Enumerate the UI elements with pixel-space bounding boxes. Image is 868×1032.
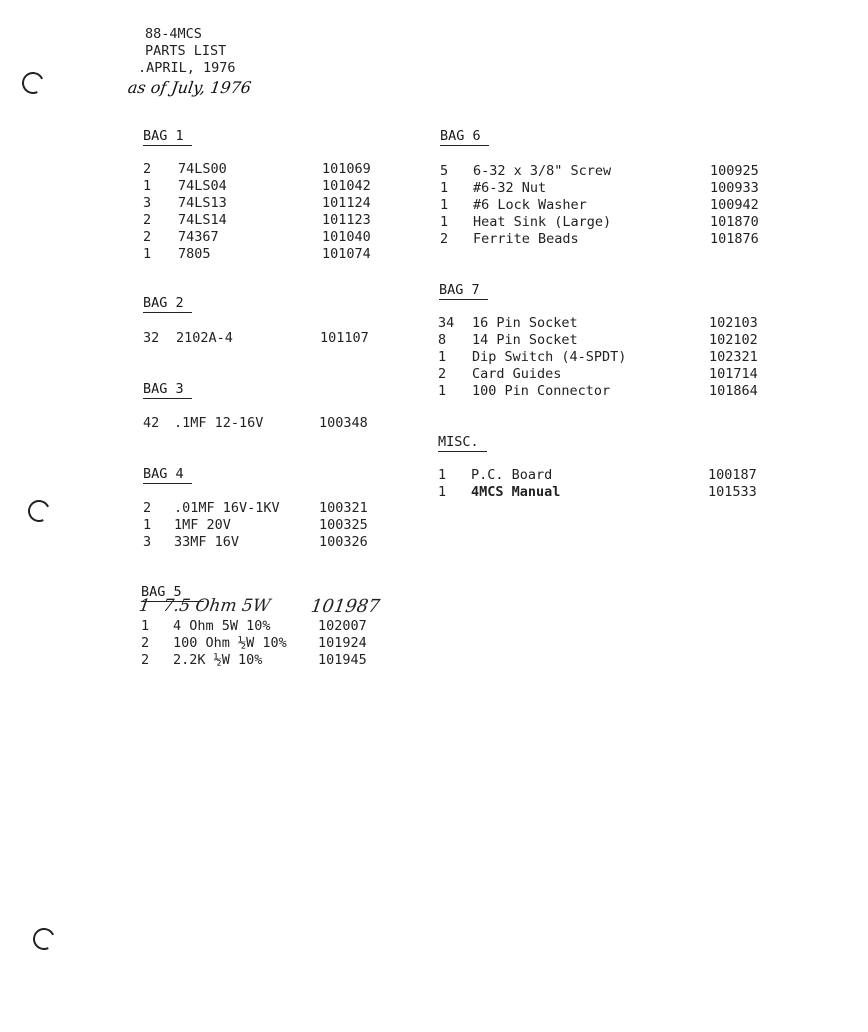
item-description: 100 Pin Connector: [472, 383, 611, 399]
binder-hole-bottom: [30, 925, 58, 953]
item-description: 74LS00: [178, 161, 227, 177]
list-item: [438, 467, 768, 484]
list-item: [143, 330, 403, 347]
item-description: 74367: [178, 229, 219, 245]
item-qty: 1: [137, 596, 152, 616]
item-part-number: 100325: [319, 517, 368, 533]
item-part-number: 100348: [319, 415, 368, 431]
item-part-number: 101074: [322, 246, 371, 262]
item-description: Ferrite Beads: [473, 231, 579, 247]
item-description: Card Guides: [472, 366, 562, 382]
list-item: [440, 197, 770, 214]
bag-1-title: BAG 1: [143, 128, 192, 146]
item-qty: 1: [440, 180, 449, 196]
item-description: P.C. Board: [471, 467, 553, 483]
list-item: [440, 163, 770, 180]
item-description: 16 Pin Socket: [472, 315, 578, 331]
item-part-number: 101945: [318, 652, 367, 668]
item-qty: 1: [438, 467, 447, 483]
item-part-number: 100933: [710, 180, 759, 196]
item-qty: 1: [440, 214, 449, 230]
item-qty: 2: [440, 231, 449, 247]
item-qty: 1: [440, 197, 449, 213]
list-item: [141, 635, 401, 652]
list-item: [438, 383, 768, 400]
list-item: [143, 161, 403, 178]
item-description: .01MF 16V-1KV: [174, 500, 280, 516]
item-description: 33MF 16V: [174, 534, 240, 550]
list-item: [438, 315, 768, 332]
list-item: [141, 652, 401, 669]
list-item: [143, 195, 403, 212]
item-qty: 1: [438, 383, 447, 399]
bag-6-title: BAG 6: [440, 128, 489, 146]
item-qty: 2: [141, 652, 150, 668]
item-description: #6 Lock Washer: [473, 197, 587, 213]
item-description: 7805: [178, 246, 211, 262]
list-item: [143, 246, 403, 263]
list-item: [438, 349, 768, 366]
item-description: 4 Ohm 5W 10%: [173, 618, 271, 634]
list-item: [438, 366, 768, 383]
handwritten-list-item: [139, 598, 419, 618]
item-part-number: 101107: [320, 330, 369, 346]
item-qty: 2: [438, 366, 447, 382]
item-qty: 2: [143, 212, 152, 228]
item-part-number: 102103: [709, 315, 758, 331]
item-part-number: 101042: [322, 178, 371, 194]
item-part-number: 101124: [322, 195, 371, 211]
list-item: [143, 517, 403, 534]
item-part-number: 100321: [319, 500, 368, 516]
item-part-number: 100925: [710, 163, 759, 179]
item-qty: 8: [438, 332, 447, 348]
list-item: [143, 534, 403, 551]
item-part-number: 101924: [318, 635, 367, 651]
item-qty: 1: [438, 484, 447, 500]
item-part-number: 102007: [318, 618, 367, 634]
list-item: [143, 178, 403, 195]
item-part-number: 100326: [319, 534, 368, 550]
binder-hole-top: [19, 69, 47, 97]
item-part-number: 102321: [709, 349, 758, 365]
item-qty: 42: [143, 415, 160, 431]
item-part-number: 100187: [708, 467, 757, 483]
item-description: 74LS04: [178, 178, 227, 194]
bag-3-title: BAG 3: [143, 381, 192, 399]
item-part-number: 100942: [710, 197, 759, 213]
item-description: Heat Sink (Large): [473, 214, 612, 230]
item-part-number: 101123: [322, 212, 371, 228]
item-part-number: 101533: [708, 484, 757, 500]
misc-title: MISC.: [438, 434, 487, 452]
list-item: [440, 231, 770, 248]
list-item: [143, 212, 403, 229]
item-description: .1MF 12-16V: [174, 415, 264, 431]
handwritten-revision-note: as of July, 1976: [126, 78, 253, 97]
item-description: 74LS13: [178, 195, 227, 211]
item-qty: 1: [143, 178, 152, 194]
item-part-number: 101870: [710, 214, 759, 230]
document-id: 88-4MCS: [145, 26, 202, 42]
document-date: .APRIL, 1976: [138, 60, 236, 76]
item-qty: 3: [143, 534, 152, 550]
bag-2-title: BAG 2: [143, 295, 192, 313]
list-item: [438, 332, 768, 349]
bag-4-title: BAG 4: [143, 466, 192, 484]
list-item: [143, 415, 403, 432]
binder-hole-middle: [25, 497, 53, 525]
list-item: [141, 618, 401, 635]
list-item: [440, 180, 770, 197]
bag-5-title: BAG 5: [141, 584, 204, 602]
item-description: 2102A-4: [176, 330, 233, 346]
item-description: Dip Switch (4-SPDT): [472, 349, 627, 365]
item-qty: 1: [141, 618, 150, 634]
document-title: PARTS LIST: [145, 43, 227, 59]
item-part-number: 101040: [322, 229, 371, 245]
item-qty: 2: [143, 161, 152, 177]
item-part-number: 101876: [710, 231, 759, 247]
bag-7-title: BAG 7: [439, 282, 488, 300]
item-part-number: 101069: [322, 161, 371, 177]
item-qty: 1: [143, 246, 152, 262]
item-description: 14 Pin Socket: [472, 332, 578, 348]
item-qty: 2: [141, 635, 150, 651]
list-item: [438, 484, 768, 501]
item-description: 1MF 20V: [174, 517, 231, 533]
item-qty: 1: [143, 517, 152, 533]
item-description: 7.5 Ohm 5W: [161, 596, 272, 616]
item-description: 74LS14: [178, 212, 227, 228]
item-qty: 2: [143, 229, 152, 245]
item-description: 6-32 x 3/8" Screw: [473, 163, 612, 179]
item-description: #6-32 Nut: [473, 180, 547, 196]
item-qty: 3: [143, 195, 152, 211]
item-qty: 1: [438, 349, 447, 365]
item-description: 100 Ohm ½W 10%: [173, 635, 287, 651]
item-qty: 5: [440, 163, 449, 179]
item-description: 2.2K ½W 10%: [173, 652, 263, 668]
item-part-number: 101987: [309, 596, 382, 617]
item-description: 4MCS Manual: [471, 484, 561, 500]
item-qty: 34: [438, 315, 455, 331]
item-part-number: 101864: [709, 383, 758, 399]
list-item: [440, 214, 770, 231]
list-item: [143, 229, 403, 246]
item-qty: 32: [143, 330, 160, 346]
item-part-number: 102102: [709, 332, 758, 348]
item-qty: 2: [143, 500, 152, 516]
list-item: [143, 500, 403, 517]
item-part-number: 101714: [709, 366, 758, 382]
